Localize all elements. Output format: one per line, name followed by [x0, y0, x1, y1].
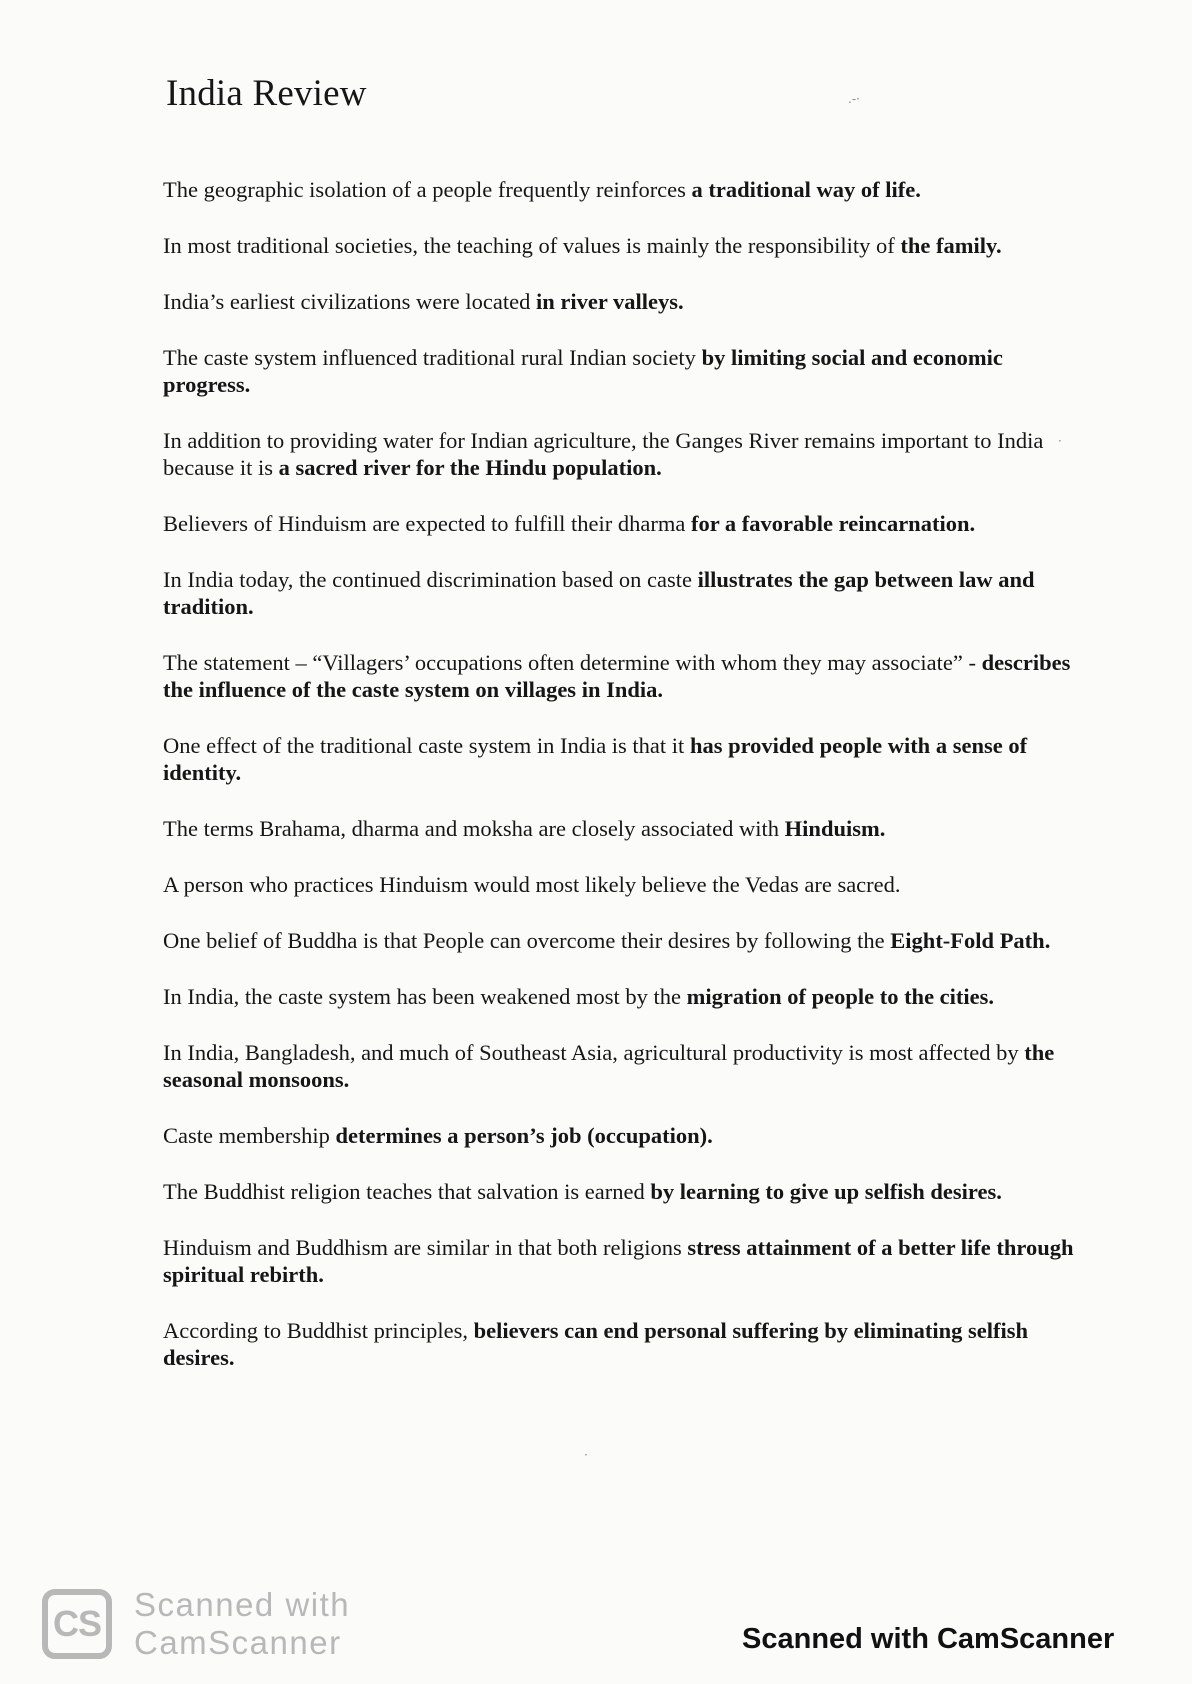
- statement-answer: a traditional way of life.: [691, 177, 921, 202]
- statement-text: The terms Brahama, dharma and moksha are closely associated with: [163, 816, 785, 841]
- review-statement: [163, 649, 1093, 703]
- scan-speck: .-·: [848, 92, 860, 106]
- watermark-line-2: CamScanner: [134, 1624, 342, 1661]
- review-statement: [163, 232, 1093, 259]
- watermark-line-1: Scanned with: [134, 1586, 351, 1623]
- statement-answer: determines a person’s job (occupation).: [335, 1123, 713, 1148]
- review-statement: [163, 871, 1093, 898]
- review-statement: [163, 176, 1093, 203]
- review-statement: [163, 1317, 1093, 1371]
- review-statement: [163, 1122, 1093, 1149]
- review-statement: [163, 344, 1093, 398]
- camscanner-watermark-text: [134, 1586, 350, 1662]
- statement-answer: has provided people with a sense of identity.: [163, 733, 1028, 785]
- statement-answer: the seasonal monsoons.: [163, 1040, 1055, 1092]
- statement-text: A person who practices Hinduism would most likely believe the Vedas are sacred.: [163, 872, 901, 897]
- statement-text: In addition to providing water for Indian agriculture, the Ganges River remains important to India because it is: [163, 428, 1044, 480]
- statement-answer: illustrates the gap between law and tradition.: [163, 567, 1035, 619]
- review-statement: [163, 427, 1093, 481]
- review-statement: [163, 566, 1093, 620]
- statement-answer: migration of people to the cities.: [686, 984, 995, 1009]
- statement-answer: in river valleys.: [535, 289, 684, 314]
- review-statement: [163, 815, 1093, 842]
- statement-text: In India today, the continued discrimination based on caste: [163, 567, 698, 592]
- statement-answer: describes the influence of the caste system on villages in India.: [163, 650, 1071, 702]
- statement-text: In India, the caste system has been weakened most by the: [163, 984, 687, 1009]
- statement-text: Caste membership: [163, 1123, 336, 1148]
- statement-text: One belief of Buddha is that People can overcome their desires by following the: [163, 928, 891, 953]
- statement-text: One effect of the traditional caste system in India is that it: [163, 733, 690, 758]
- camscanner-footer: Scanned with CamScanner: [742, 1623, 1115, 1655]
- statement-answer: by limiting social and economic progress.: [163, 345, 1003, 397]
- statement-text: In most traditional societies, the teaching of values is mainly the responsibility of: [163, 233, 901, 258]
- statement-text: In India, Bangladesh, and much of Southeast Asia, agricultural productivity is most affected by: [163, 1040, 1025, 1065]
- statement-answer: stress attainment of a better life through spiritual rebirth.: [163, 1235, 1074, 1287]
- review-statement: [163, 1039, 1093, 1093]
- statement-text: The statement – “Villagers’ occupations often determine with whom they may associate” -: [163, 650, 982, 675]
- statement-text: Believers of Hinduism are expected to fulfill their dharma: [163, 511, 691, 536]
- statement-answer: a sacred river for the Hindu population.: [278, 455, 662, 480]
- scan-speck: ·: [1058, 434, 1062, 448]
- review-statements: [163, 176, 1093, 1400]
- review-statement: [163, 510, 1093, 537]
- review-statement: [163, 1234, 1093, 1288]
- statement-text: Hinduism and Buddhism are similar in that both religions: [163, 1235, 688, 1260]
- review-statement: [163, 927, 1093, 954]
- statement-text: The caste system influenced traditional rural Indian society: [163, 345, 702, 370]
- review-statement: [163, 288, 1093, 315]
- statement-answer: for a favorable reincarnation.: [690, 511, 976, 536]
- statement-text: The Buddhist religion teaches that salvation is earned: [163, 1179, 651, 1204]
- review-statement: [163, 983, 1093, 1010]
- camscanner-logo-icon: CS: [42, 1589, 112, 1659]
- statement-text: India’s earliest civilizations were located: [163, 289, 536, 314]
- scan-speck: ·: [584, 1448, 588, 1462]
- statement-text: According to Buddhist principles,: [163, 1318, 474, 1343]
- statement-answer: Hinduism.: [784, 816, 886, 841]
- statement-answer: by learning to give up selfish desires.: [650, 1179, 1002, 1204]
- camscanner-watermark: [42, 1586, 350, 1662]
- statement-text: The geographic isolation of a people frequently reinforces: [163, 177, 692, 202]
- statement-answer: believers can end personal suffering by eliminating selfish desires.: [163, 1318, 1028, 1370]
- review-statement: [163, 732, 1093, 786]
- statement-answer: Eight-Fold Path.: [890, 928, 1051, 953]
- review-statement: [163, 1178, 1093, 1205]
- page-title: India Review: [166, 73, 367, 114]
- statement-answer: the family.: [900, 233, 1002, 258]
